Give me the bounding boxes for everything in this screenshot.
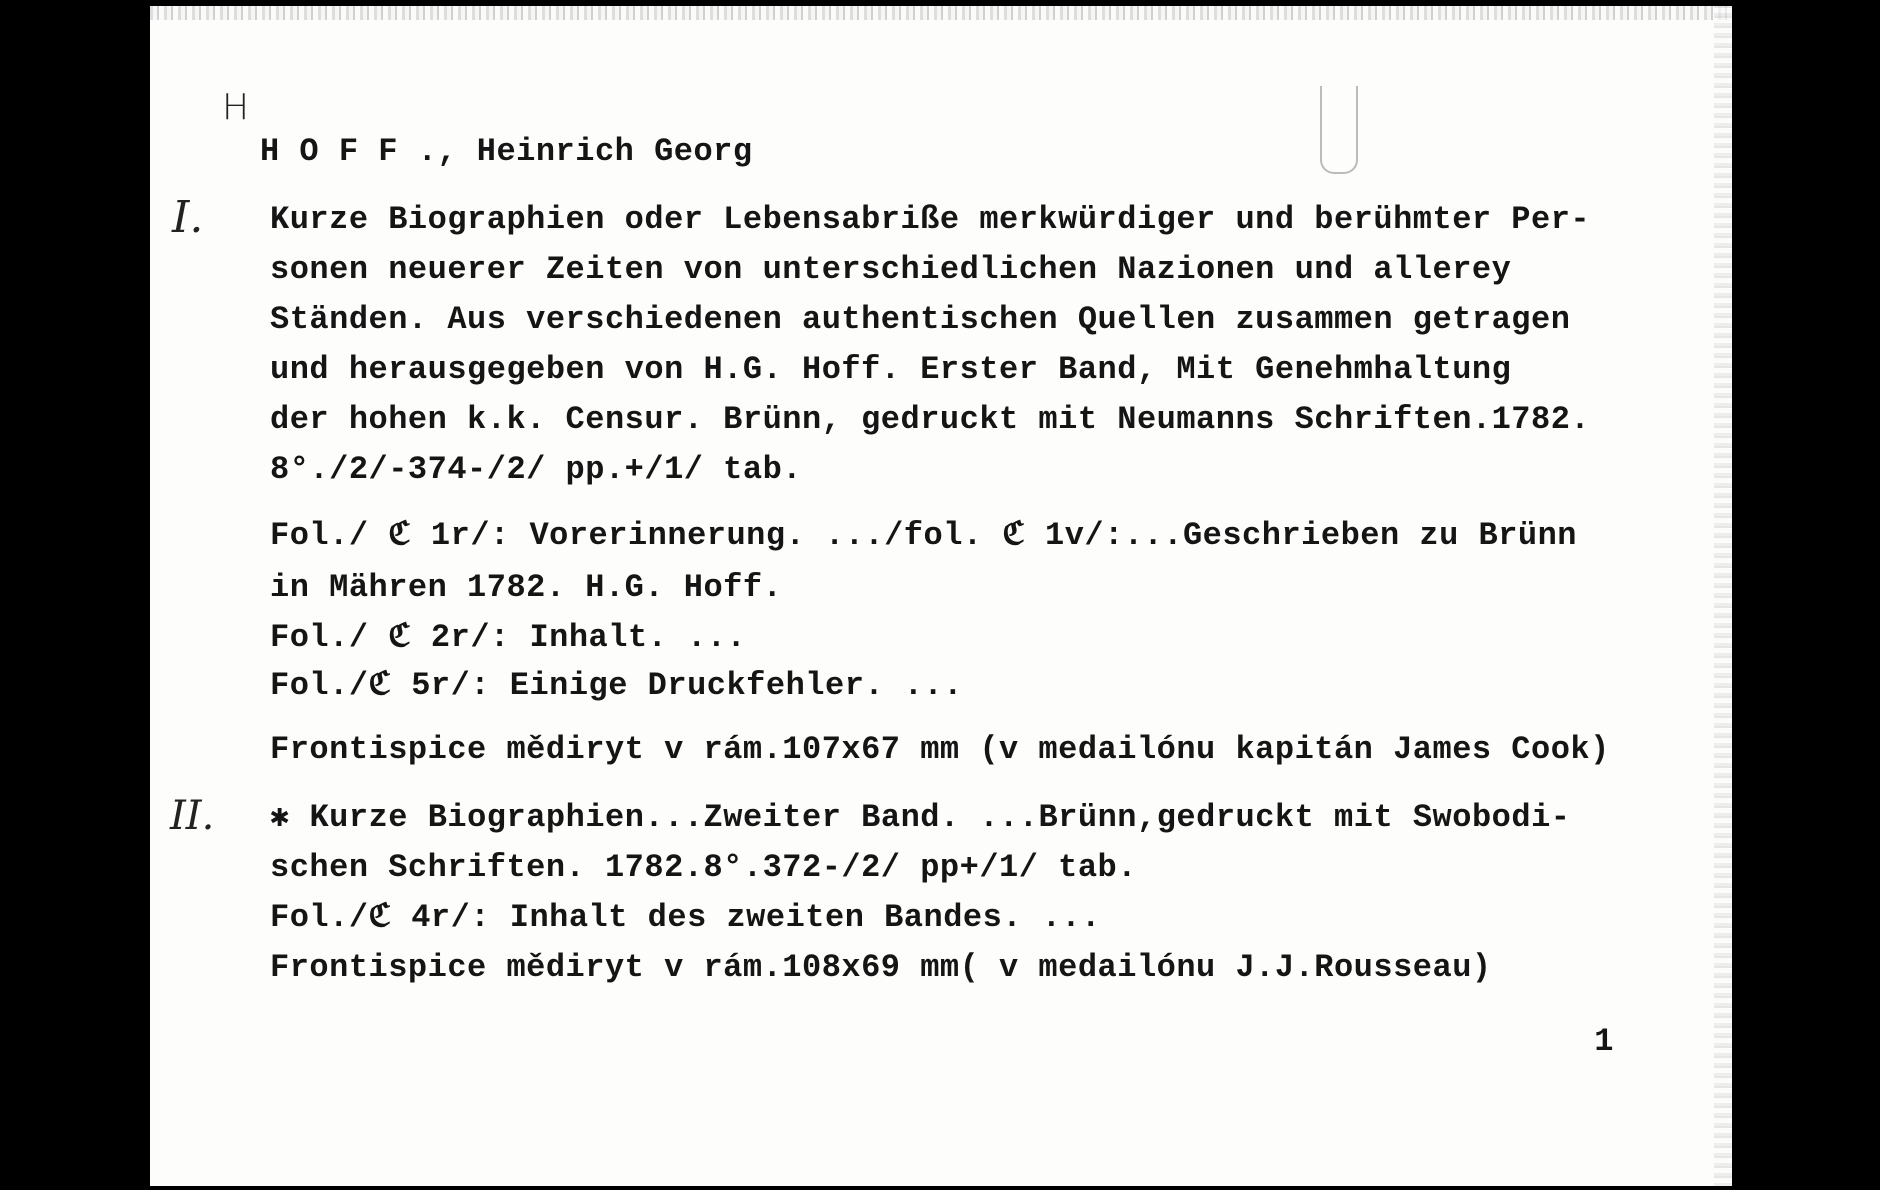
folio-line-2: in Mähren 1782. H.G. Hoff. — [270, 569, 783, 606]
heading-line — [260, 133, 753, 170]
heading-surname: H O F F — [260, 133, 398, 170]
volume-two-line-4: Frontispice mědiryt v rám.108x69 mm( v medailónu J.J.Rousseau) — [270, 949, 1492, 986]
smudge-mark — [1320, 86, 1358, 174]
folio-line-1: Fol./ ℭ 1r/: Vorerinnerung. .../fol. ℭ 1v/:...Geschrieben zu Brünn — [270, 517, 1577, 554]
volume-one-line-6: 8°./2/-374-/2/ pp.+/1/ tab. — [270, 451, 802, 488]
margin-letter: H — [222, 87, 250, 128]
volume-one-line-4: und herausgegeben von H.G. Hoff. Erster Band, Mit Genehmhaltung — [270, 351, 1512, 388]
volume-one-marker: I. — [172, 192, 204, 243]
volume-one-line-5: der hohen k.k. Censur. Brünn, gedruckt mit Neumanns Schriften.1782. — [270, 401, 1591, 438]
heading-given-names: Heinrich Georg — [457, 133, 753, 170]
volume-one-line-2: sonen neuerer Zeiten von unterschiedlichen Nazionen und allerey — [270, 251, 1512, 288]
volume-two-line-2: schen Schriften. 1782.8°.372-/2/ pp+/1/ tab. — [270, 849, 1137, 886]
volume-one-line-3: Ständen. Aus verschiedenen authentischen Quellen zusammen getragen — [270, 301, 1571, 338]
catalog-card — [150, 6, 1732, 1186]
volume-two-line-3: Fol./ℭ 4r/: Inhalt des zweiten Bandes. ... — [270, 899, 1101, 936]
frontispiece-line-1: Frontispice mědiryt v rám.107x67 mm (v medailónu kapitán James Cook) — [270, 731, 1610, 768]
folio-line-4: Fol./ℭ 5r/: Einige Druckfehler. ... — [270, 667, 963, 704]
page-number: 1 — [1594, 1023, 1614, 1060]
folio-line-3: Fol./ ℭ 2r/: Inhalt. ... — [270, 619, 747, 656]
heading-separator: ., — [397, 133, 458, 170]
volume-two-line-1: ✱ Kurze Biographien...Zweiter Band. ...Brünn,gedruckt mit Swobodi- — [270, 799, 1571, 836]
volume-two-marker: II. — [170, 793, 215, 839]
volume-one-line-1: Kurze Biographien oder Lebensabriße merkwürdiger und berühmter Per- — [270, 201, 1591, 238]
